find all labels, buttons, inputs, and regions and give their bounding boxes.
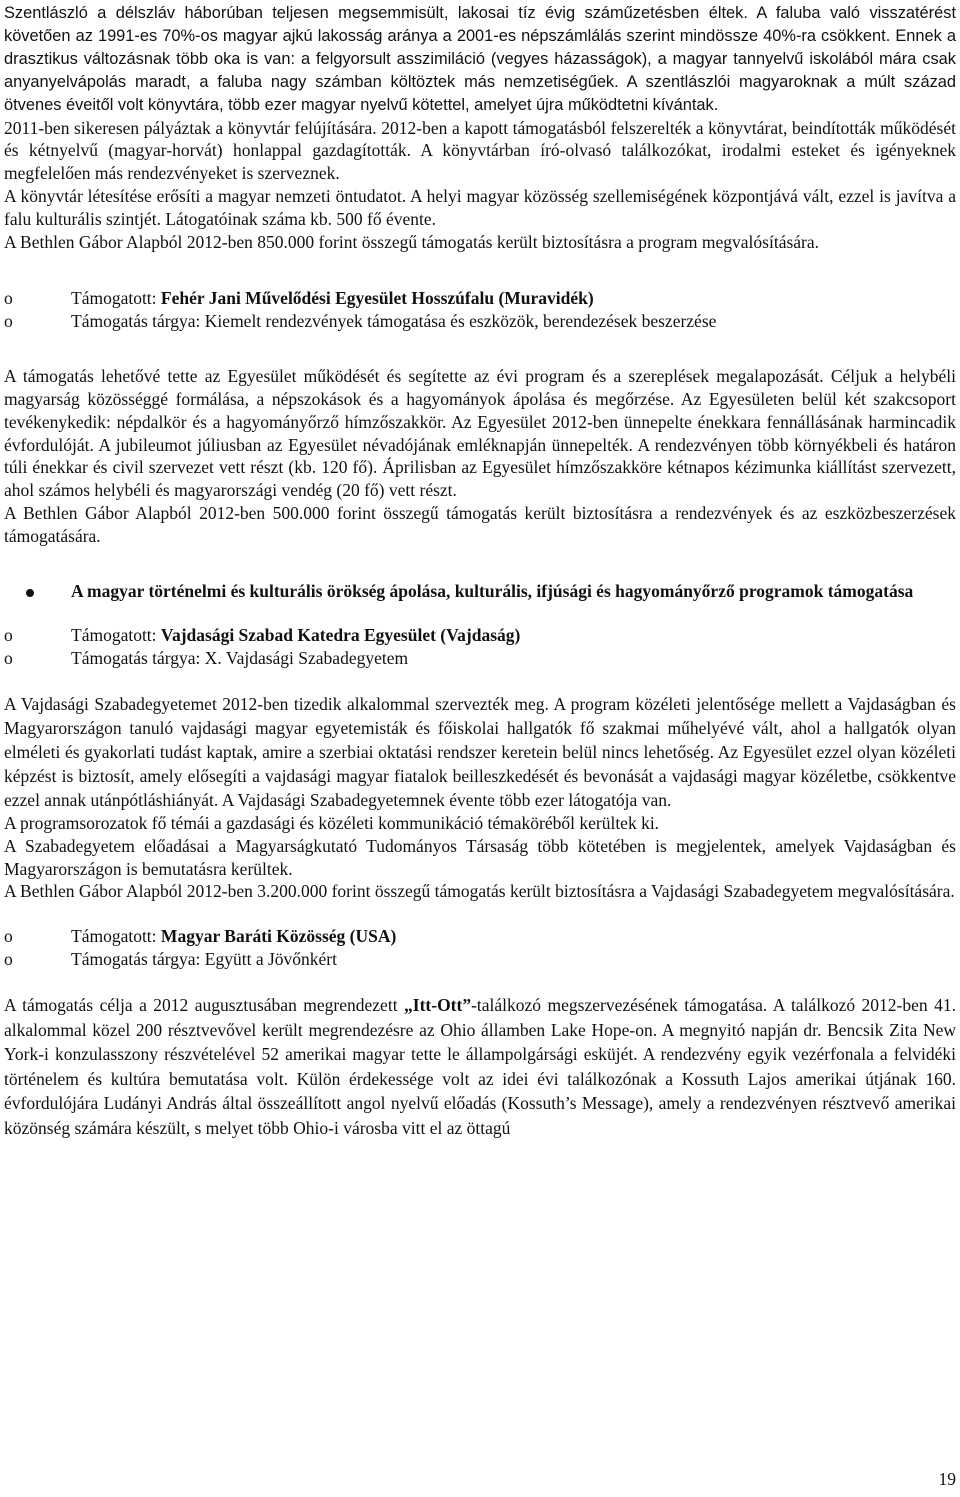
support-subject: Támogatás tárgya: Kiemelt rendezvények támogatása és eszközök, berendezések beszerzése: [71, 310, 717, 331]
paragraph: A Szabadegyetem előadásai a Magyarságkutató Tudományos Társaság több kötetében is megjelentek, amelyek Vajdaságban és Magyarországon is bemutatásra kerültek.: [4, 835, 956, 879]
paragraph: Szentlászló a délszláv háborúban teljesen megsemmisült, lakosai tíz évig száműzetésben éltek. A faluba való visszatérést követően az 1991-es 70%-os magyar ajkú lakosság aránya a 2001-es népszámlálás szerint mindössze 40%-ra csökkent. Ennek a drasztikus változásnak több oka is van: a felgyorsult asszimiláció (vegyes házasságok), a magyar tannyelvű iskolából mára csak anyanyelvápolás maradt, a faluba nagy számban költöztek más nemzetiségűek. A szentlászlói magyaroknak a múlt század ötvenes éveitől volt könyvtára, több ezer magyar nyelvű kötettel, amelyet újra működtetni kívántak.: [4, 4, 956, 114]
page-number: 19: [938, 1469, 956, 1490]
supported-organization: Magyar Baráti Közösség (USA): [160, 926, 397, 947]
support-info-list: [4, 287, 956, 333]
paragraph: A Vajdasági Szabadegyetemet 2012-ben tizedik alkalommal szervezték meg. A program közéleti jelentősége mellett a Vajdaságban és Magyarországon tanuló vajdasági magyar egyetemisták és főiskolai hallgatók fő szakmai műhelyévé vált, ahol a hallgatók olyan elméleti és gyakorlati tudást kaptak, amire a szerbiai oktatási rendszer keretein belül nincs lehetőség. Az Egyesület ezzel olyan közéleti képzést is biztosít, amely elősegíti a vajdasági magyar fiatalok beilleszkedését és bevonását a vajdasági magyar közéletbe, csökkentve ezzel annak utánpótláshiányát. A Vajdasági Szabadegyetemnek évente több ezer látogatója van.: [4, 693, 956, 810]
paragraph: A támogatás célja a 2012 augusztusában megrendezett „Itt-Ott”-találkozó megszervezésének támogatása. A találkozó 2012-ben 41. alkalommal közel 200 résztvevővel került megrendezésre az Ohio államben Lake Hope-on. A megnyitó napján dr. Bencsik Zita New York-i konzulasszony részvételével 52 amerikai magyar tette le állampolgársági esküjét. A rendezvény egyik vezérfonala a felvidéki történelem és kultúra bemutatása volt. Külön érdekessége volt az idei évi találkozónak a Kossuth Lajos amerikai útjának 160. évfordulójára Ludányi András által összeállított angol nyelvű előadás (Kossuth’s Message), amely a rendezvényen résztvevő amerikai közönség számára készült, s melyet több Ohio-i városba vitt el az öttagú: [4, 995, 956, 1138]
supported-organization: Vajdasági Szabad Katedra Egyesület (Vajdaság): [160, 624, 521, 645]
support-info-list: [4, 925, 956, 971]
supported-label: Támogatott:: [71, 287, 161, 308]
paragraph: 2011-ben sikeresen pályáztak a könyvtár felújítására. 2012-ben a kapott támogatásból felszerelték a könyvtárat, beindították működését és kétnyelvű (magyar-horvát) honlappal gazdagították. A könyvtárban író-olvasó találkozókat, irodalmi esteket és igényeknek megfelelően más rendezvényeket is szerveznek.: [4, 117, 956, 184]
list-item: [4, 287, 956, 310]
paragraph: A Bethlen Gábor Alapból 2012-ben 850.000 forint összegű támogatás került biztosításra a program megvalósítására.: [4, 232, 820, 253]
supported-label: Támogatott:: [71, 624, 161, 645]
list-item: [4, 925, 956, 948]
support-info-list: [4, 624, 956, 670]
list-marker: o: [4, 949, 13, 970]
support-subject: Támogatás tárgya: Együtt a Jövőnkért: [71, 949, 337, 970]
list-marker: o: [4, 624, 13, 645]
list-item: [4, 310, 956, 333]
list-marker: o: [4, 926, 13, 947]
support-subject: Támogatás tárgya: X. Vajdasági Szabadegyetem: [71, 647, 409, 668]
paragraph: A Bethlen Gábor Alapból 2012-ben 500.000 forint összegű támogatás került biztosításra a rendezvények és az eszközbeszerzések támogatására.: [4, 503, 956, 547]
event-name: „Itt-Ott”: [404, 995, 472, 1016]
list-item: [4, 647, 956, 670]
list-marker: o: [4, 287, 13, 308]
list-marker: o: [4, 647, 13, 668]
paragraph: A támogatás lehetővé tette az Egyesület működését és segítette az évi program és a szereplések megalapozását. Céljuk a helybéli magyarság közösséggé formálása, a népszokások és a hagyományok ápolása és megőrzése. Az Egyesületen belül két szakcsoport tevékenykedik: népdalkör és a hagyományőrző hímzőszakkör. Az Egyesület 2012-ben ünnepelte énekkara fennállásának harmincadik évfordulóját. A jubileumot júliusban az Egyesület névadójának emléknapján ünnepelték. A rendezvényen több környékbeli és határon túli énekkar és civil szervezet vett részt (kb. 120 fő). Áprilisban az Egyesület hímzőszakköre kétnapos kézimunka kiállítást szervezett, ahol számos helybéli és magyarországi vendég (20 fő) vett részt.: [4, 365, 956, 501]
list-item: [4, 624, 956, 647]
section-heading: A magyar történelmi és kulturális örökség ápolása, kulturális, ifjúsági és hagyományőrző programok támogatása: [4, 580, 956, 603]
bullet-icon: [26, 589, 34, 597]
paragraph: A Bethlen Gábor Alapból 2012-ben 3.200.000 forint összegű támogatás került biztosításra a Vajdasági Szabadegyetem megvalósítására.: [4, 881, 955, 902]
supported-label: Támogatott:: [71, 926, 161, 947]
list-item: [4, 948, 956, 971]
intro-section: [4, 2, 956, 117]
paragraph: A könyvtár létesítése erősíti a magyar nemzeti öntudatot. A helyi magyar közösség szellemiségének központjává vált, ezzel is javítva a falu kulturális szintjét. Látogatóinak száma kb. 500 fő évente.: [4, 186, 956, 230]
list-marker: o: [4, 310, 13, 331]
supported-organization: Fehér Jani Művelődési Egyesület Hosszúfalu (Muravidék): [160, 287, 594, 308]
paragraph: A programsorozatok fő témái a gazdasági és közéleti kommunikáció témaköréből kerültek ki.: [4, 812, 660, 833]
